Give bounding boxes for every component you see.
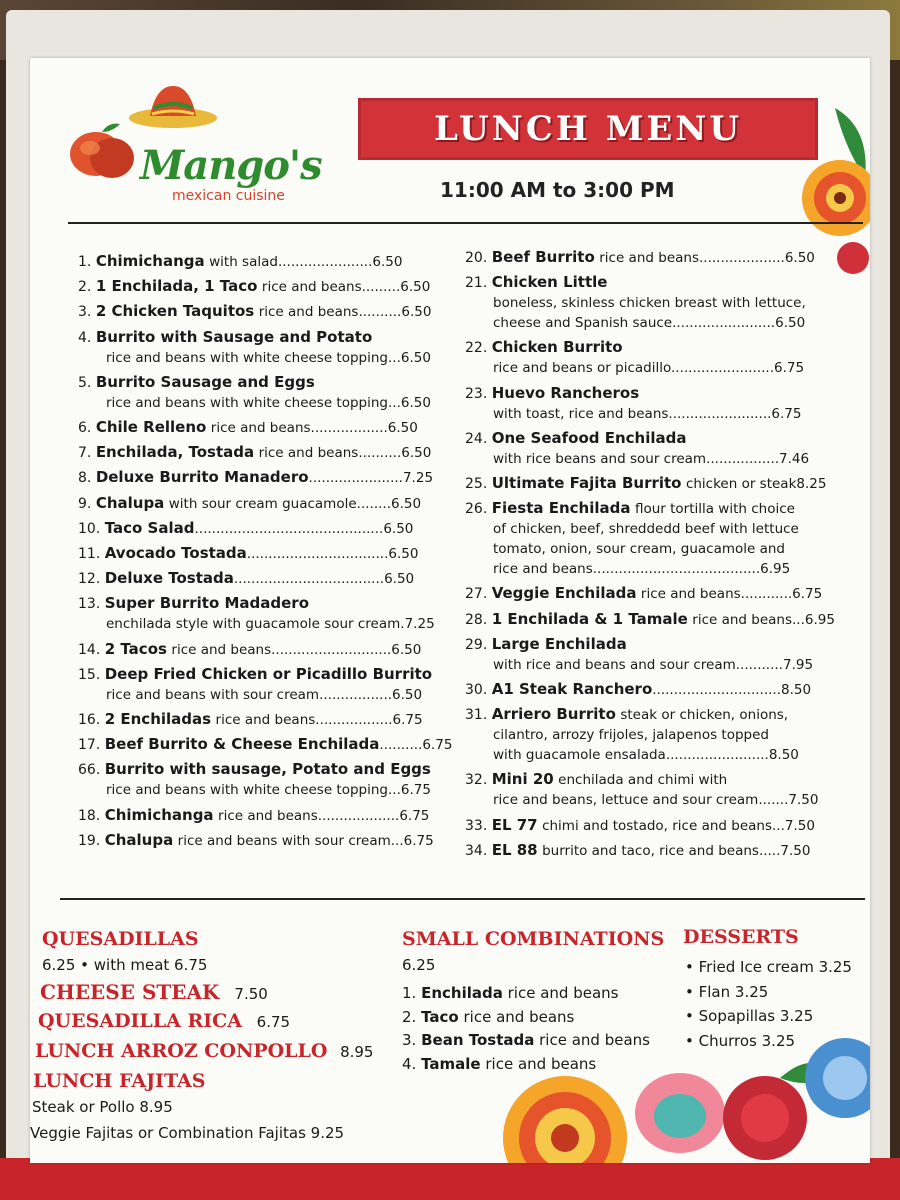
item-leader-dots: ................................... [233,571,385,588]
item-leader-dots: ... [388,349,401,366]
item-number: 12. [78,571,101,588]
item-name: Burrito Sausage and Eggs [95,372,315,391]
dessert-item [685,983,768,1001]
item-name: Enchilada, Tostada [95,443,255,462]
item-number: 13. [78,596,101,613]
item-price: 6.50 [391,641,422,658]
item-price: 7.46 [779,450,810,467]
item-name: Beef Burrito & Cheese Enchilada [104,735,380,754]
item-number: 22. [465,340,488,357]
menu-page [30,58,870,1163]
arroz-conpollo-label: LUNCH ARROZ CONPOLLO [35,1040,328,1062]
item-leader-dots: .................. [315,712,393,728]
item-description: rice and beans [210,420,311,436]
item-name: 1 Enchilada, 1 Taco [95,277,258,296]
cheese-steak-heading [40,980,268,1004]
menu-item [465,840,810,861]
menu-item [78,301,431,322]
item-number: 8. [78,470,92,487]
menu-item [78,734,452,755]
arroz-conpollo-heading [35,1040,373,1062]
item-description: rice and beans [171,641,272,658]
item-description: rice and beans with sour cream [177,832,391,849]
menu-item [78,518,413,539]
item-description-line: with guacamole ensalada [493,747,666,764]
menu-item [78,709,423,730]
combo-number: 1. [402,984,417,1002]
combo-description: rice and beans [485,1054,597,1073]
item-number: 29. [465,636,488,653]
item-price: 8.25 [796,476,827,492]
item-number: 27. [465,586,488,603]
item-leader-dots: ....................................... [592,561,761,578]
menu-item [78,467,433,488]
item-description: chimi and tostado, rice and beans [542,817,772,834]
combo-description: rice and beans [539,1031,650,1049]
item-name: Deep Fried Chicken or Picadillo Burrito [104,664,433,683]
item-description-line: rice and beans, lettuce and sour cream [493,792,759,809]
item-name: Chicken Burrito [491,338,623,357]
item-name: Burrito with Sausage and Potato [95,327,373,346]
item-description-line: rice and beans with white cheese topping [106,782,388,799]
lunch-fajitas-heading: LUNCH FAJITAS [33,1070,206,1092]
cheese-steak-price: 7.50 [234,985,268,1003]
item-name: Deluxe Tostada [104,569,234,588]
item-number: 19. [78,832,101,849]
item-name: Avocado Tostada [104,544,247,562]
item-name: Veggie Enchilada [491,584,637,603]
dessert-item [685,958,852,976]
item-description: steak or chicken, onions, [620,707,789,724]
item-leader-dots: ....... [758,792,789,809]
item-leader-dots: .......... [358,304,402,321]
item-leader-dots: ......... [361,279,401,296]
menu-item [78,251,402,272]
item-name: Chalupa [95,493,165,512]
item-description-line: with toast, rice and beans [493,405,669,422]
item-description: flour tortilla with choice [634,501,795,518]
item-number: 10. [78,520,101,537]
item-description: enchilada and chimi with [558,772,728,789]
small-combinations-heading: SMALL COMBINATIONS [402,928,665,950]
menu-item [78,639,421,660]
item-price: 6.95 [760,561,791,578]
menu-item [78,543,418,564]
menu-item [78,417,418,438]
item-name: Chimichanga [104,805,214,824]
item-price: 6.50 [400,279,431,296]
section-divider [60,898,865,900]
item-price: 6.50 [372,254,403,270]
menu-item [78,593,435,634]
item-price: 6.50 [400,349,431,366]
arroz-conpollo-price: 8.95 [340,1043,374,1061]
item-description-line: boneless, skinless chicken breast with lettuce, [493,295,806,312]
item-description-line: cheese and Spanish sauce [493,315,673,332]
item-description: rice and beans [258,304,359,321]
item-name: EL 77 [491,815,538,834]
item-description-line: with rice and beans and sour cream [493,656,736,673]
item-number: 32. [465,772,488,789]
item-description-line: enchilada style with guacamole sour cream [106,616,401,633]
item-description: rice and beans [215,712,316,728]
brand-tagline: mexican cuisine [172,188,285,204]
item-leader-dots: ................... [317,807,400,824]
item-number: 34. [465,842,488,859]
dessert-name: Sopapillas 3.25 [698,1007,814,1025]
item-price: 7.50 [788,792,819,809]
item-description: rice and beans [261,279,362,296]
combo-number: 2. [402,1007,417,1026]
item-name: Huevo Rancheros [491,383,640,402]
flower-border-icon [485,1018,870,1163]
item-number: 9. [78,495,92,512]
item-name: Chicken Little [491,273,608,292]
item-description-line: rice and beans or picadillo [493,360,671,377]
item-number: 28. [465,611,488,628]
fajitas-line-2: Veggie Fajitas or Combination Fajitas 9.25 [30,1124,345,1142]
item-price: 6.50 [392,686,423,703]
menu-item [465,704,799,765]
item-price: 6.50 [775,315,806,332]
item-number: 25. [465,476,488,492]
item-leader-dots: ... [390,832,404,849]
menu-item [78,664,432,705]
menu-item [78,327,431,368]
item-number: 26. [465,501,488,518]
item-leader-dots: ...................... [308,470,403,487]
item-number: 24. [465,430,488,447]
item-name: Deluxe Burrito Manadero [95,468,309,487]
item-leader-dots: .......... [379,737,423,754]
item-description-line: rice and beans with white cheese topping [106,394,388,411]
item-price: 6.50 [388,546,419,562]
item-price: 6.75 [400,782,431,799]
item-price: 7.25 [402,470,434,487]
menu-item [465,634,813,675]
item-number: 23. [465,385,488,402]
item-name: A1 Steak Ranchero [491,680,653,698]
item-name: Chimichanga [95,252,205,270]
item-number: 3. [78,304,92,321]
item-leader-dots: ...................... [277,254,373,270]
item-price: 6.50 [784,250,815,266]
item-price: 6.50 [384,571,415,588]
combo-name: Enchilada [421,984,503,1002]
mango-icon [68,118,138,182]
item-name: Beef Burrito [491,248,595,266]
combo-name: Tamale [421,1054,481,1073]
item-leader-dots: ................. [319,686,393,703]
item-number: 21. [465,275,488,292]
item-name: One Seafood Enchilada [491,428,687,447]
bullet-icon: • [685,1007,694,1025]
dessert-name: Fried Ice cream 3.25 [698,958,852,976]
item-description: rice and beans [258,445,359,462]
item-leader-dots: ............................ [271,641,392,658]
item-name: EL 88 [491,840,538,859]
sombrero-icon [128,80,218,130]
item-number: 30. [465,682,488,698]
item-leader-dots: ..... [758,842,781,859]
bullet-icon: • [685,958,694,976]
item-name: Arriero Burrito [491,705,616,724]
menu-item [465,609,835,630]
item-description-line: rice and beans with sour cream [106,686,320,703]
item-price: 7.50 [780,842,811,859]
item-number: 18. [78,807,101,824]
menu-item [465,769,818,810]
menu-item [465,428,809,469]
item-price: 8.50 [781,682,812,698]
menu-item [78,372,431,413]
quesadilla-rica-label: QUESADILLA RICA [38,1010,243,1032]
item-number: 66. [78,762,101,779]
item-leader-dots: ............................................ [194,520,384,537]
item-leader-dots: ........................ [672,315,776,332]
item-leader-dots: ........................ [671,360,774,377]
item-leader-dots: ... [388,394,401,411]
small-combinations-price: 6.25 [402,956,436,974]
lunch-hours: 11:00 AM to 3:00 PM [440,178,675,202]
item-name: Super Burrito Madadero [104,594,309,613]
item-leader-dots: .............................. [652,682,782,698]
item-description: chicken or steak [685,476,797,492]
combo-item [402,984,618,1002]
item-leader-dots: ............ [740,586,793,603]
item-price: 6.75 [774,360,805,377]
menu-item [78,493,421,514]
item-price: 7.95 [782,656,814,673]
menu-item [78,568,414,589]
combo-name: Bean Tostada [421,1031,535,1049]
bullet-icon: • [685,982,694,1001]
item-description: burrito and taco, rice and beans [542,842,759,859]
item-leader-dots: .................. [310,420,388,436]
quesadillas-heading: QUESADILLAS [42,928,199,950]
item-number: 2. [78,279,92,296]
item-price: 6.50 [383,520,414,537]
item-leader-dots: ........................ [668,405,772,422]
item-leader-dots: ........... [735,656,783,673]
cheese-steak-label: CHEESE STEAK [40,980,220,1004]
menu-item [465,383,801,424]
dessert-name: Flan 3.25 [698,982,769,1001]
menu-item [78,805,429,826]
menu-title-banner [358,98,818,160]
item-name: Ultimate Fajita Burrito [491,474,682,492]
item-price: 6.50 [400,394,431,411]
item-price: 6.50 [401,445,432,462]
item-leader-dots: ................. [706,450,780,467]
item-name: 1 Enchilada & 1 Tamale [491,609,688,628]
item-number: 6. [78,420,92,436]
item-price: 8.50 [768,747,799,764]
item-price: 6.50 [391,495,422,512]
item-name: Chile Relleno [95,418,207,436]
combo-description: rice and beans [507,984,619,1002]
item-description-line: rice and beans [493,561,593,578]
menu-item [465,473,826,494]
menu-item [78,759,431,800]
header-divider [68,222,863,224]
item-number: 20. [465,250,488,266]
menu-item [465,337,804,378]
item-leader-dots: ... [772,817,785,834]
item-number: 5. [78,374,92,391]
combo-number: 4. [402,1054,417,1073]
item-leader-dots: . [400,616,405,633]
item-name: Mini 20 [491,770,554,789]
item-description: rice and beans [640,586,741,603]
item-price: 6.75 [792,586,823,603]
combo-description: rice and beans [463,1007,575,1026]
item-number: 11. [78,546,101,562]
item-description: rice and beans [218,807,318,824]
item-leader-dots: .................... [698,250,785,266]
item-description-line: rice and beans with white cheese topping [106,349,388,366]
item-description: rice and beans [599,250,699,266]
bullet-icon: • [685,1031,694,1050]
item-name: Chalupa [104,830,174,849]
item-leader-dots: ... [388,782,401,799]
dessert-name: Churros 3.25 [698,1031,796,1050]
logo [68,80,328,204]
item-number: 15. [78,666,101,683]
desserts-heading: DESSERTS [683,926,799,948]
item-name: Large Enchilada [491,634,627,653]
item-price: 6.75 [403,832,434,849]
item-name: 2 Tacos [104,639,167,658]
item-description: with salad [209,254,278,270]
menu-item [465,498,799,579]
item-name: Fiesta Enchilada [491,499,631,518]
item-description: with sour cream guacamole [168,495,357,512]
item-number: 17. [78,737,101,754]
quesadillas-prices: 6.25 • with meat 6.75 [42,956,208,974]
item-number: 33. [465,817,488,834]
menu-item [465,583,822,604]
menu-item [465,679,811,700]
item-price: 6.50 [387,420,418,436]
item-description-line: of chicken, beef, shreddedd beef with lettuce [493,521,799,538]
item-description-line: tomato, onion, sour cream, guacamole and [493,541,786,558]
menu-item [465,272,806,333]
brand-name: Mango's [140,142,322,189]
item-name: Taco Salad [104,518,195,537]
quesadilla-rica-heading [38,1010,290,1032]
menu-cover-edge [0,1158,900,1200]
item-price: 6.95 [804,611,835,628]
item-price: 6.75 [422,737,453,754]
item-leader-dots: .......... [358,445,402,462]
item-number: 7. [78,445,92,462]
item-price: 6.75 [392,712,423,728]
item-number: 31. [465,707,488,724]
item-name: 2 Chicken Taquitos [95,302,255,321]
quesadilla-rica-price: 6.75 [256,1013,291,1031]
item-number: 14. [78,641,101,658]
item-leader-dots: ........ [356,495,391,512]
item-leader-dots: ... [792,611,805,628]
item-name: 2 Enchiladas [104,710,212,728]
item-price: 6.75 [771,405,802,422]
menu-item [78,276,430,297]
menu-item [78,442,431,463]
item-description: rice and beans [692,611,793,628]
item-description-line: with rice beans and sour cream [493,450,707,467]
item-price: 7.50 [784,817,815,834]
combo-number: 3. [402,1031,417,1049]
item-price: 6.75 [399,807,430,824]
item-price: 7.25 [404,616,435,633]
combo-name: Taco [421,1007,459,1026]
page-title: LUNCH MENU [433,109,743,149]
item-price: 6.50 [401,304,432,321]
menu-item [78,830,434,851]
item-leader-dots: ................................. [246,546,389,562]
item-description-line: cilantro, arrozy frijoles, jalapenos topped [493,727,769,744]
menu-item [465,815,815,836]
fajitas-line-1: Steak or Pollo 8.95 [32,1098,173,1116]
item-number: 4. [78,329,92,346]
item-leader-dots: ........................ [665,747,769,764]
item-name: Burrito with sausage, Potato and Eggs [104,760,431,779]
menu-item [465,247,815,268]
item-number: 1. [78,254,92,270]
item-number: 16. [78,712,101,728]
